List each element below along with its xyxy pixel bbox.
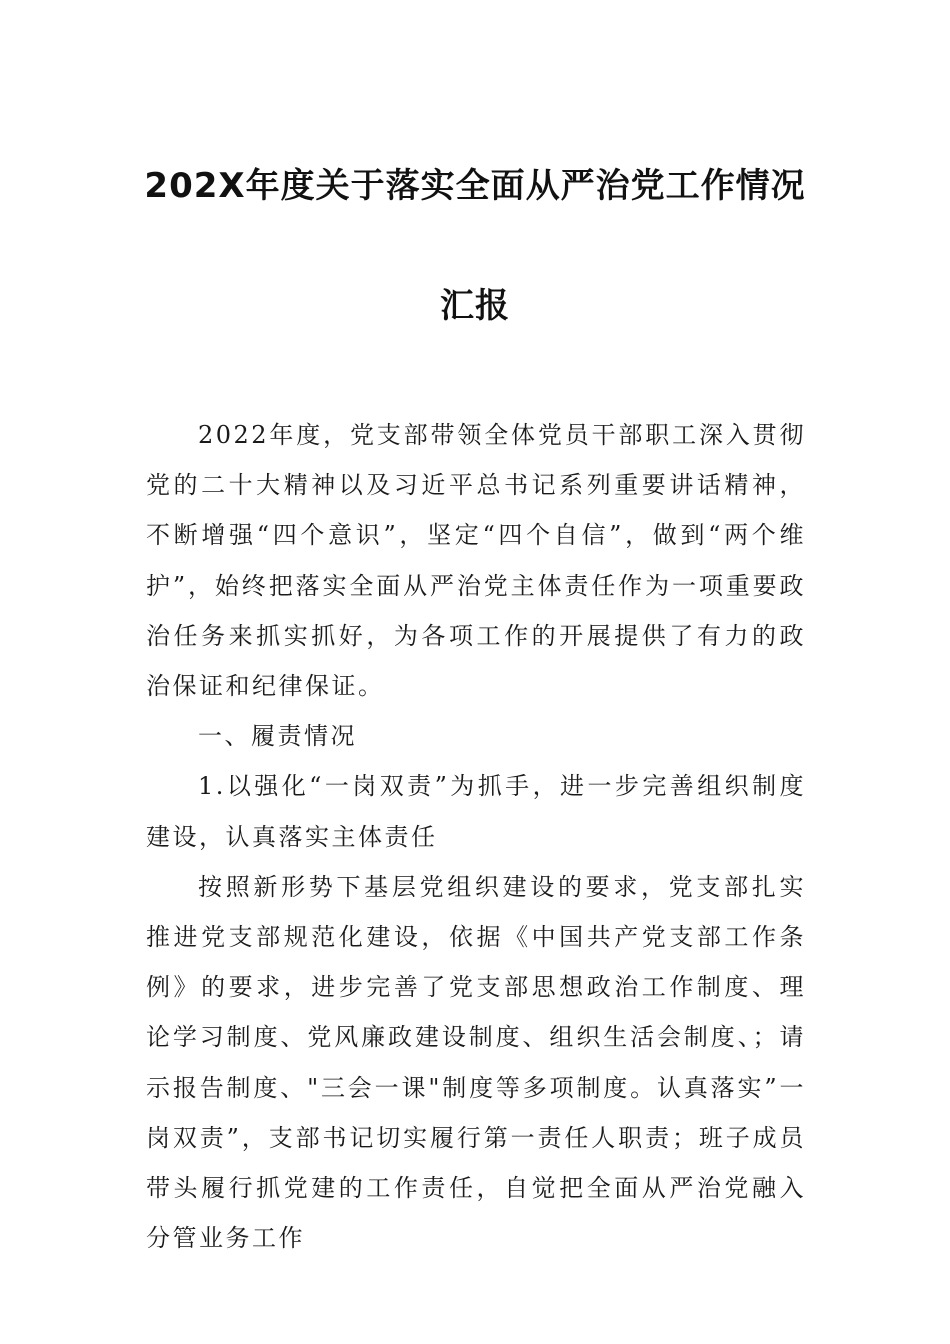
paragraph-body: 按照新形势下基层党组织建设的要求，党支部扎实推进党支部规范化建设，依据《中国共产党支部工作条例》的要求，进步完善了党支部思想政治工作制度、理论学习制度、党风廉政建设制度、组织生活会制度、；请示报告制度、"三会一课"制度等多项制度。认真落实”一岗双责”，支部书记切实履行第一责任人职责；班子成员带头履行抓党建的工作责任，自觉把全面从严治党融入分管业务工作 bbox=[146, 872, 806, 1253]
subsection-heading: 1.以强化“一岗双责”为抓手，进一步完善组织制度建设，认真落实主体责任 bbox=[146, 772, 806, 851]
document-title-line-1: 202X年度关于落实全面从严治党工作情况 bbox=[144, 166, 806, 206]
document-body bbox=[146, 410, 806, 1263]
section-heading: 一、履责情况 bbox=[198, 722, 357, 751]
paragraph-intro: 2022年度，党支部带领全体党员干部职工深入贯彻党的二十大精神以及习近平总书记系列重要讲话精神，不断增强“四个意识”，坚定“四个自信”，做到“两个维护”，始终把落实全面从严治党主体责任作为一项重要政治任务来抓实抓好，为各项工作的开展提供了有力的政治保证和纪律保证。 bbox=[146, 421, 806, 701]
document-title-line-2: 汇报 bbox=[440, 286, 510, 326]
